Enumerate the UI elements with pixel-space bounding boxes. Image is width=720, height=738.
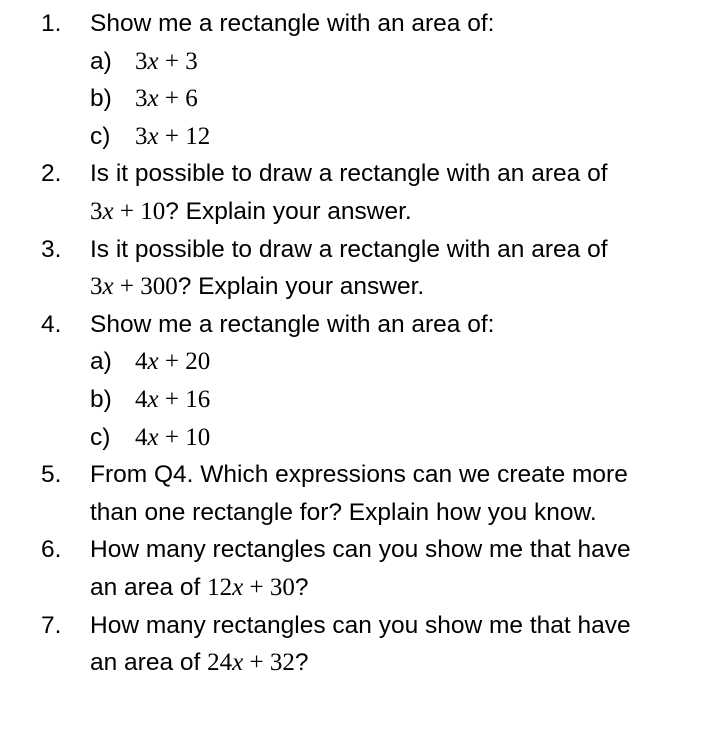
question-text-line-1: How many rectangles can you show me that have — [90, 536, 631, 564]
expression — [207, 574, 295, 601]
variable: x — [147, 47, 159, 75]
operator: + — [164, 122, 179, 150]
variable: x — [147, 423, 159, 451]
expression — [207, 649, 295, 676]
coefficient: 3 — [135, 47, 148, 75]
question-6 — [0, 531, 720, 606]
coefficient: 24 — [207, 649, 233, 677]
sub-question-label: c) — [90, 122, 111, 150]
question-text: Show me a rectangle with an area of: — [90, 310, 495, 338]
operator: + — [119, 273, 134, 301]
operator: + — [164, 348, 179, 376]
coefficient: 3 — [90, 197, 103, 225]
coefficient: 4 — [135, 348, 148, 376]
question-text: Show me a rectangle with an area of: — [90, 10, 495, 37]
sub-question-label: a) — [90, 348, 112, 376]
question-text-line-2 — [90, 644, 720, 682]
sub-question-c — [90, 118, 720, 156]
coefficient: 4 — [135, 423, 148, 451]
question-text-line-1: Is it possible to draw a rectangle with an area of — [90, 235, 608, 263]
question-text-line-1: Is it possible to draw a rectangle with an area of — [90, 160, 608, 188]
question-3 — [0, 231, 720, 306]
question-tail: ? — [294, 573, 309, 601]
question-prefix: an area of — [90, 573, 208, 601]
question-number: 6. — [41, 536, 62, 564]
worksheet — [0, 5, 720, 682]
expression — [135, 80, 720, 118]
constant: 20 — [185, 348, 211, 376]
operator: + — [249, 573, 264, 601]
constant: 10 — [140, 197, 166, 225]
coefficient: 3 — [90, 273, 103, 301]
question-number: 7. — [41, 611, 62, 639]
variable: x — [232, 573, 244, 601]
question-tail: ? Explain your answer. — [177, 273, 425, 301]
constant: 32 — [269, 649, 295, 677]
sub-question-b — [90, 381, 720, 419]
question-number: 2. — [41, 160, 62, 188]
constant: 30 — [269, 573, 295, 601]
sub-question-a — [90, 43, 720, 81]
question-text-line-1: How many rectangles can you show me that have — [90, 611, 631, 639]
question-text-line-1: From Q4. Which expressions can we create more — [90, 461, 628, 489]
expression — [90, 273, 178, 300]
operator: + — [164, 423, 179, 451]
operator: + — [119, 197, 134, 225]
coefficient: 4 — [135, 385, 148, 413]
sub-question-a — [90, 343, 720, 381]
question-2 — [0, 155, 720, 230]
constant: 6 — [185, 85, 198, 113]
question-text-line-2 — [90, 268, 720, 306]
variable: x — [147, 85, 159, 113]
constant: 300 — [140, 273, 178, 301]
coefficient: 3 — [135, 122, 148, 150]
question-number: 5. — [41, 461, 62, 489]
sub-question-c — [90, 419, 720, 457]
question-text-line-2 — [90, 569, 720, 607]
constant: 3 — [185, 47, 198, 75]
question-7 — [0, 607, 720, 682]
question-text-line-2 — [90, 193, 720, 231]
question-number: 4. — [41, 310, 62, 338]
variable: x — [102, 197, 114, 225]
coefficient: 12 — [207, 573, 233, 601]
expression — [90, 198, 165, 225]
sub-question-b — [90, 80, 720, 118]
variable: x — [102, 273, 114, 301]
sub-question-label: b) — [90, 385, 112, 413]
operator: + — [249, 649, 264, 677]
expression — [135, 43, 720, 81]
sub-question-label: c) — [90, 423, 111, 451]
expression — [135, 343, 720, 381]
question-tail: ? — [294, 649, 309, 677]
expression — [135, 419, 720, 457]
expression — [135, 118, 720, 156]
constant: 16 — [185, 385, 211, 413]
question-4 — [0, 306, 720, 456]
variable: x — [147, 385, 159, 413]
constant: 12 — [185, 122, 211, 150]
question-number: 1. — [41, 10, 62, 37]
operator: + — [164, 85, 179, 113]
question-text-line-2: than one rectangle for? Explain how you know. — [90, 498, 597, 526]
question-prefix: an area of — [90, 649, 208, 677]
question-number: 3. — [41, 235, 62, 263]
operator: + — [164, 47, 179, 75]
expression — [135, 381, 720, 419]
sub-question-label: a) — [90, 47, 112, 75]
variable: x — [147, 348, 159, 376]
question-tail: ? Explain your answer. — [165, 197, 412, 225]
variable: x — [147, 122, 159, 150]
variable: x — [232, 649, 244, 677]
constant: 10 — [185, 423, 211, 451]
question-5 — [0, 456, 720, 531]
operator: + — [164, 385, 179, 413]
sub-question-label: b) — [90, 85, 112, 113]
question-1 — [0, 5, 720, 155]
coefficient: 3 — [135, 85, 148, 113]
